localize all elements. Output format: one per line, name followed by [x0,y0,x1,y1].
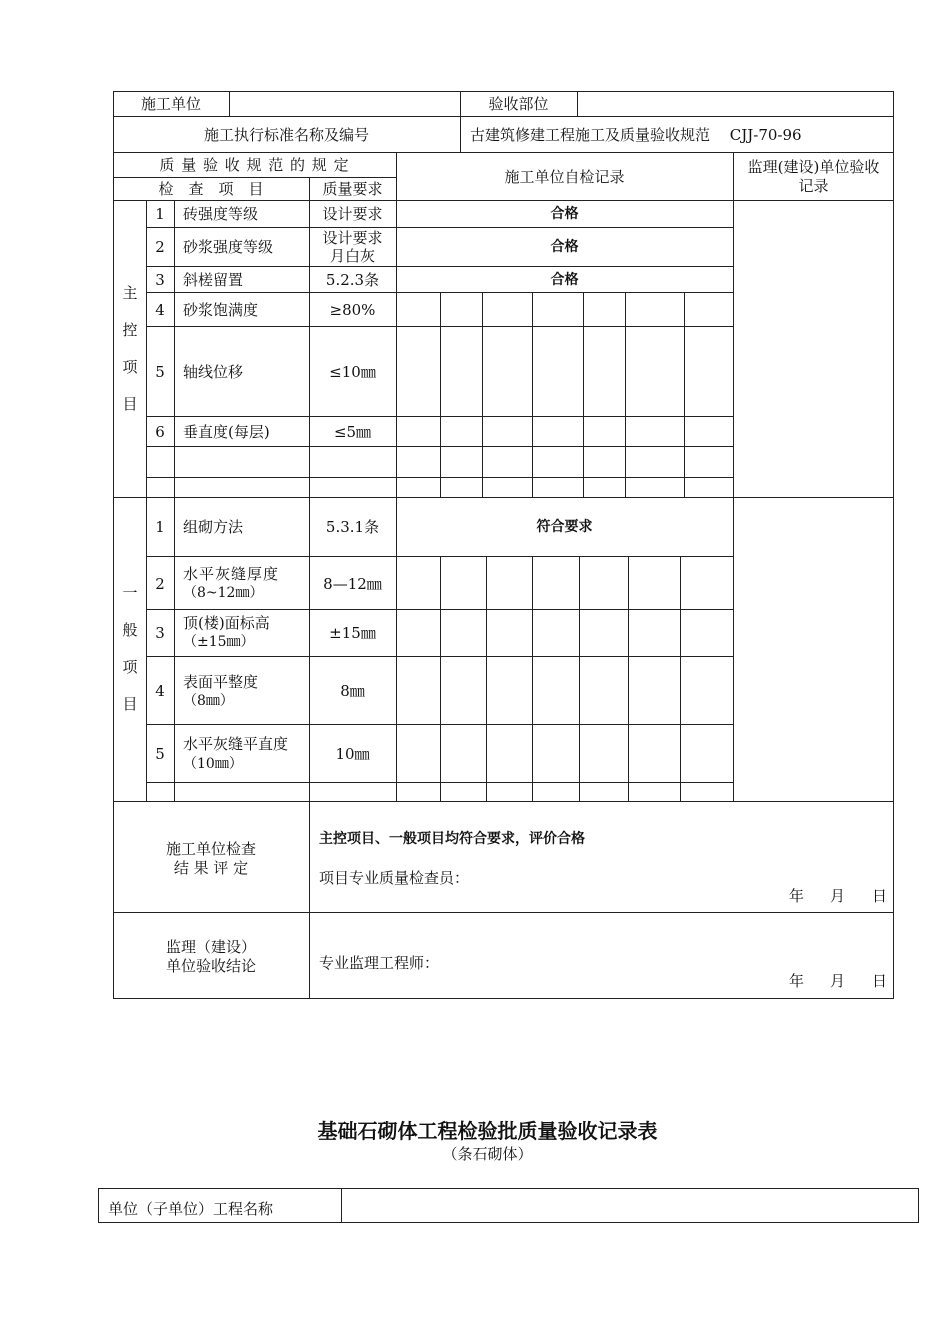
supervision-month: 月 [830,972,846,990]
next-form-subtitle: （条石砌体） [442,1145,533,1163]
standard-label: 施工执行标准名称及编号 [203,126,369,144]
standard-value: 古建筑修建工程施工及质量验收规范 CJJ-70-96 [470,126,802,144]
evaluation-label-line2: 结 果 评 定 [173,859,249,877]
evaluation-year: 年 [789,887,805,905]
general-items-group-label: 一 般 项 目 [122,584,138,713]
check-item-header: 检 查 项 目 [158,180,264,198]
main-items-group-label: 主 控 项 目 [122,284,138,413]
result-cell: 符合要求 [536,519,593,535]
evaluation-conclusion: 主控项目、一般项目均符合要求，评价合格 [319,831,585,847]
supervision-header-line1: 监理(建设)单位验收 [747,158,880,176]
result-cell: 合格 [550,239,579,255]
engineer-label: 专业监理工程师： [319,954,440,972]
supervision-label-line1: 监理（建设） [165,938,256,956]
quality-req-header: 质量要求 [322,180,383,198]
self-check-header: 施工单位自检记录 [504,168,625,186]
construction-unit-label: 施工单位 [140,95,201,113]
next-form-title: 基础石砌体工程检验批质量验收记录表 [317,1119,658,1143]
evaluation-label-line1: 施工单位检查 [165,840,256,858]
evaluation-day: 日 [872,887,888,905]
evaluation-month: 月 [830,887,846,905]
supervision-year: 年 [789,972,805,990]
supervision-label-line2: 单位验收结论 [165,957,256,975]
result-cell: 合格 [550,272,579,288]
supervision-day: 日 [872,972,888,990]
result-cell: 合格 [550,206,579,222]
supervision-header-line2: 记录 [798,177,829,195]
acceptance-part-label: 验收部位 [488,95,549,113]
inspector-label: 项目专业质量检查员： [319,869,470,887]
spec-rules-header: 质 量 验 收 规 范 的 规 定 [159,156,350,174]
unit-name-label: 单位（子单位）工程名称 [108,1200,274,1218]
